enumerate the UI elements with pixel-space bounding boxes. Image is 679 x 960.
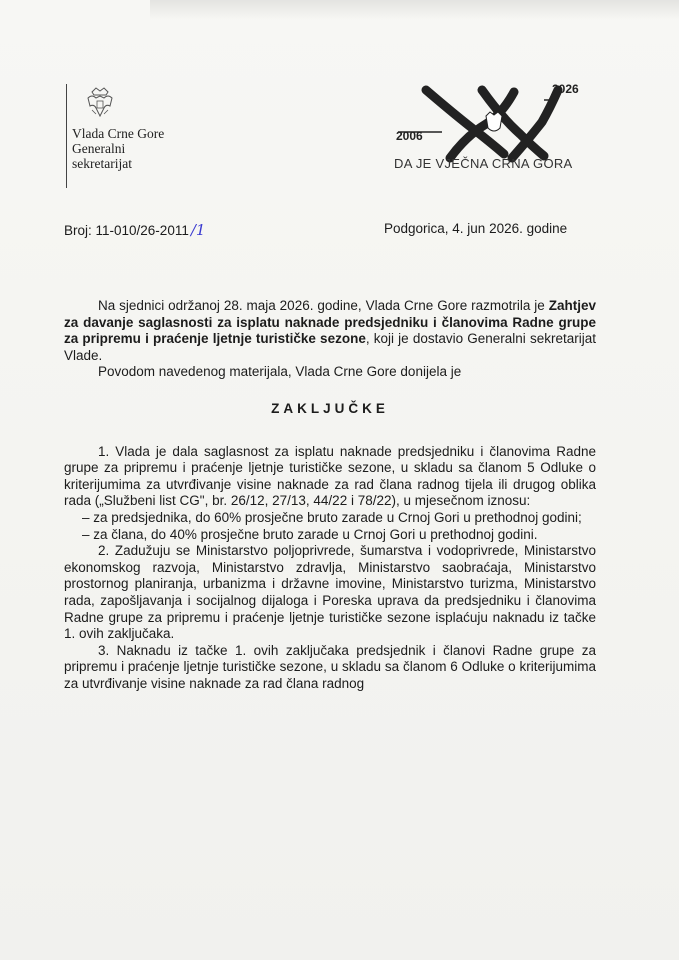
org-line-3: sekretarijat (72, 156, 132, 171)
reference-number (64, 221, 205, 239)
handwritten-suffix: /1 (190, 221, 206, 239)
scan-shadow (150, 0, 679, 20)
item-1: 1. Vlada je dala saglasnost za isplatu naknade predsjedniku i članovima Radne grupe za pripremu i praćenje ljetnje turističke sezone, u skladu sa članom 5 Odluke o kriterijumima za utvrđivanje visine naknade za rad člana radnog tijela ili drugog oblika rada („Službeni list CG", br. 26/12, 27/13, 44/22 i 78/22), u mjesečnom iznosu: (64, 443, 596, 509)
section-heading: ZAKLJUČKE (271, 400, 389, 416)
item-2: 2. Zadužuju se Ministarstvo poljoprivrede, šumarstva i vodoprivrede, Ministarstvo ekonomskog razvoja, Ministarstvo zdravlja, Ministarstvo saobraćaja, Ministarstvo prostornog planiranja, urbanizma i državne imovine, Ministarstvo turizma, Ministarstvo rada, zapošljavanja i socijalnog dijaloga i Poreska uprava da predsjedniku i članovima Radne grupe za pripremu i praćenje ljetnje turističke sezone isplaćuju naknadu iz tačke 1. ovih zaključaka. (64, 543, 596, 642)
logo-year-right: 2026 (552, 82, 579, 96)
intro-paragraph (64, 298, 596, 364)
intro-paragraph-2: Povodom navedenog materijala, Vlada Crne Gore donijela je (98, 364, 462, 380)
document-body (64, 298, 596, 692)
item-3: 3. Naknadu iz tačke 1. ovih zaključaka predsjednik i članovi Radne grupe za pripremu i praćenje ljetnje turističke sezone, u skladu sa članom 6 Odluke o kriterijumima za utvrđivanje visine naknade za rad člana radnog (64, 642, 596, 691)
item-1-dash-1: – za predsjednika, do 60% prosječne bruto zarade u Crnoj Gori u prethodnoj godini; (82, 509, 582, 525)
item-1-dash-2: – za člana, do 40% prosječne bruto zarade u Crnoj Gori u prethodnoj godini. (82, 526, 538, 542)
org-line-1: Vlada Crne Gore (72, 126, 165, 141)
header-divider (66, 84, 67, 188)
intro-text-a: Na sjednici održanoj 28. maja 2026. godine, Vlada Crne Gore razmotrila je (98, 298, 549, 313)
place-date: Podgorica, 4. jun 2026. godine (384, 221, 568, 236)
organization-name (72, 126, 164, 171)
logo-slogan: DA JE VJEČNA CRNA GORA (394, 156, 573, 171)
org-line-2: Generalni (72, 141, 126, 156)
coat-of-arms-icon (84, 86, 116, 120)
intro-text-b: , koji je dostavio Generalni sekretarijat Vlade. (64, 331, 596, 363)
reference-label: Broj: 11-010/26-2011 (64, 223, 189, 238)
logo-year-left: 2006 (396, 129, 423, 143)
intro-bold-title: Zahtjev za davanje saglasnosti za isplatu naknade predsjedniku i članovima Radne grupe za pripremu i praćenje ljetnje turističke sezone (64, 298, 596, 347)
